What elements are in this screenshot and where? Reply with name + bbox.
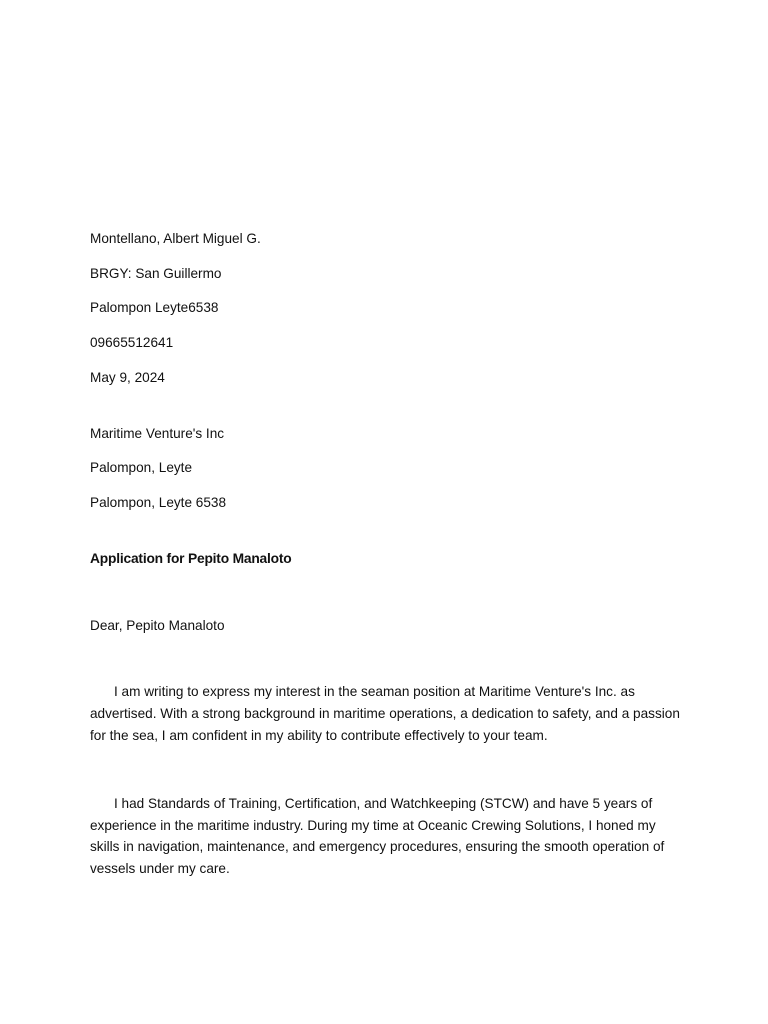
recipient-address-line-2: Palompon, Leyte 6538 (90, 494, 227, 510)
letter-date: May 9, 2024 (90, 369, 165, 385)
letter-salutation: Dear, Pepito Manaloto (90, 617, 225, 633)
letter-subject: Application for Pepito Manaloto (90, 550, 292, 566)
sender-address-line-1: BRGY: San Guillermo (90, 265, 222, 281)
sender-name: Montellano, Albert Miguel G. (90, 231, 261, 246)
sender-address-line-2: Palompon Leyte6538 (90, 300, 219, 316)
body-paragraph-2: I had Standards of Training, Certification, and Watchkeeping (STCW) and have 5 years of experience in the maritime industry. During my time at Oceanic Crewing Solutions, I honed my skills in navigation, maintenance, and emergency procedures, ensuring the smooth operation of vessels under my care. (90, 795, 665, 877)
recipient-address-line-1: Palompon, Leyte (90, 460, 193, 476)
recipient-block (90, 423, 686, 514)
body-paragraph-1: I am writing to express my interest in the seaman position at Maritime Venture's Inc. as advertised. With a strong background in maritime operations, a dedication to safety, and a passion for the sea, I am confident in my ability to contribute effectively to your team. (90, 684, 680, 743)
recipient-company: Maritime Venture's Inc (90, 425, 225, 441)
sender-phone: 09665512641 (90, 335, 174, 351)
sender-block (90, 228, 686, 389)
letter-content (90, 228, 686, 880)
